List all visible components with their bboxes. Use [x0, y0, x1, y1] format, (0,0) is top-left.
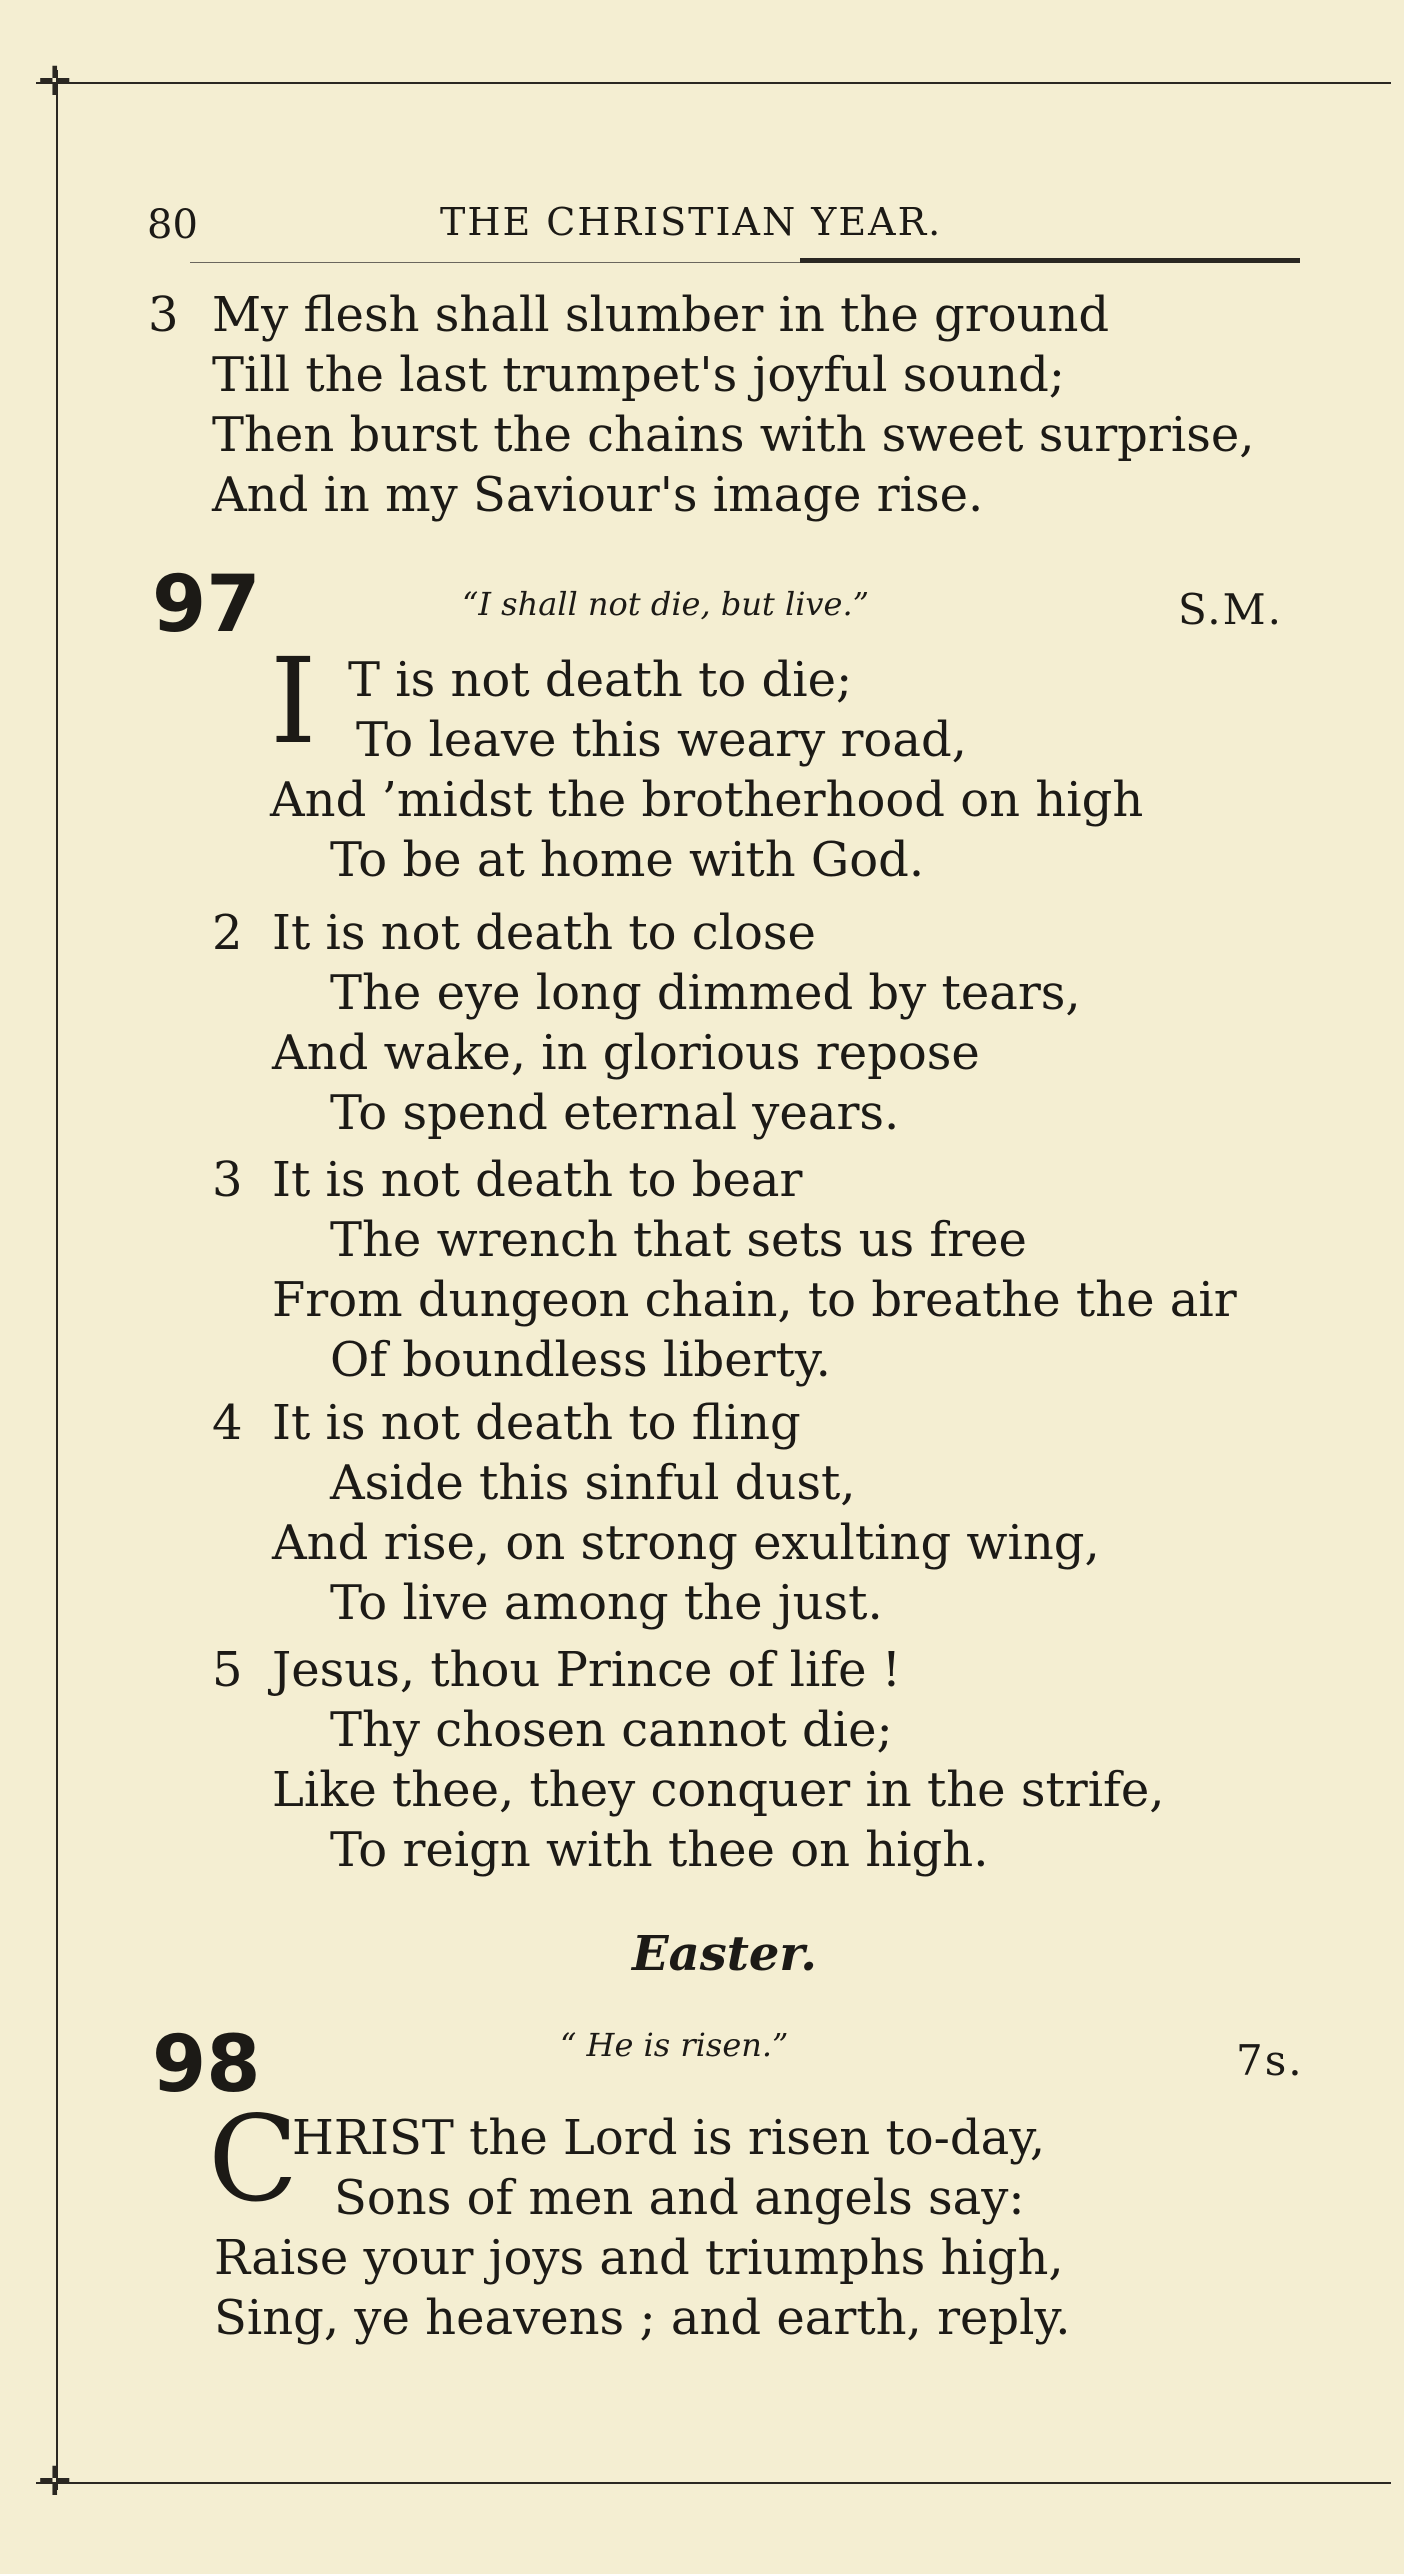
cross-ornament-icon: ✛: [38, 59, 72, 105]
section-heading: Easter.: [632, 1926, 818, 1982]
header-rule: [190, 262, 800, 263]
verse-line: To spend eternal years.: [330, 1085, 900, 1141]
hymn-meter: S.M.: [1178, 585, 1283, 634]
hymn-motto: “I shall not die, but live.”: [462, 585, 869, 623]
drop-cap: C: [208, 2090, 299, 2228]
verse-line: Of boundless liberty.: [330, 1332, 831, 1388]
hymn-motto: “ He is risen.”: [560, 2026, 789, 2064]
verse-line: Then burst the chains with sweet surprise,: [212, 407, 1255, 463]
left-border-rule: [56, 70, 58, 2490]
verse-line: HRIST the Lord is risen to-day,: [292, 2110, 1046, 2166]
verse-line: To live among the just.: [330, 1575, 883, 1631]
hymn-meter: 7s.: [1236, 2036, 1304, 2085]
verse-line: Till the last trumpet's joyful sound;: [212, 347, 1065, 403]
verse-line: Thy chosen cannot die;: [330, 1702, 893, 1758]
verse-number: 3: [148, 287, 179, 343]
hymn-number: 98: [152, 2020, 261, 2110]
verse-line: And in my Saviour's image rise.: [212, 467, 984, 523]
verse-line: It is not death to close: [272, 905, 816, 961]
verse-line: To be at home with God.: [330, 832, 925, 888]
verse-line: Sing, ye heavens ; and earth, reply.: [214, 2290, 1071, 2346]
verse-line: T is not death to die;: [348, 652, 853, 708]
verse-line: It is not death to fling: [272, 1395, 801, 1451]
verse-line: The eye long dimmed by tears,: [330, 965, 1081, 1021]
verse-line: Like thee, they conquer in the strife,: [272, 1762, 1165, 1818]
verse-number: 3: [212, 1152, 243, 1208]
hymn-number: 97: [152, 560, 261, 650]
page-number: 80: [147, 202, 198, 248]
verse-line: And ’midst the brotherhood on high: [270, 772, 1144, 828]
verse-line: To leave this weary road,: [356, 712, 967, 768]
verse-line: Aside this sinful dust,: [330, 1455, 856, 1511]
verse-number: 4: [212, 1395, 243, 1451]
verse-line: Jesus, thou Prince of life !: [272, 1642, 902, 1698]
verse-line: My flesh shall slumber in the ground: [212, 287, 1110, 343]
verse-line: The wrench that sets us free: [330, 1212, 1027, 1268]
header-rule-thick: [800, 258, 1300, 263]
verse-number: 5: [212, 1642, 243, 1698]
verse-line: It is not death to bear: [272, 1152, 803, 1208]
verse-line: To reign with thee on high.: [330, 1822, 989, 1878]
verse-line: Sons of men and angels say:: [334, 2170, 1025, 2226]
verse-line: And rise, on strong exulting wing,: [272, 1515, 1100, 1571]
verse-number: 2: [212, 905, 243, 961]
verse-line: Raise your joys and triumphs high,: [214, 2230, 1064, 2286]
top-border-rule: [36, 82, 1391, 84]
bottom-border-rule: [36, 2482, 1391, 2484]
verse-line: And wake, in glorious repose: [272, 1025, 980, 1081]
drop-cap: I: [270, 632, 317, 770]
verse-line: From dungeon chain, to breathe the air: [272, 1272, 1237, 1328]
running-title: THE CHRISTIAN YEAR.: [440, 200, 943, 244]
cross-ornament-icon: ✛: [38, 2459, 72, 2505]
